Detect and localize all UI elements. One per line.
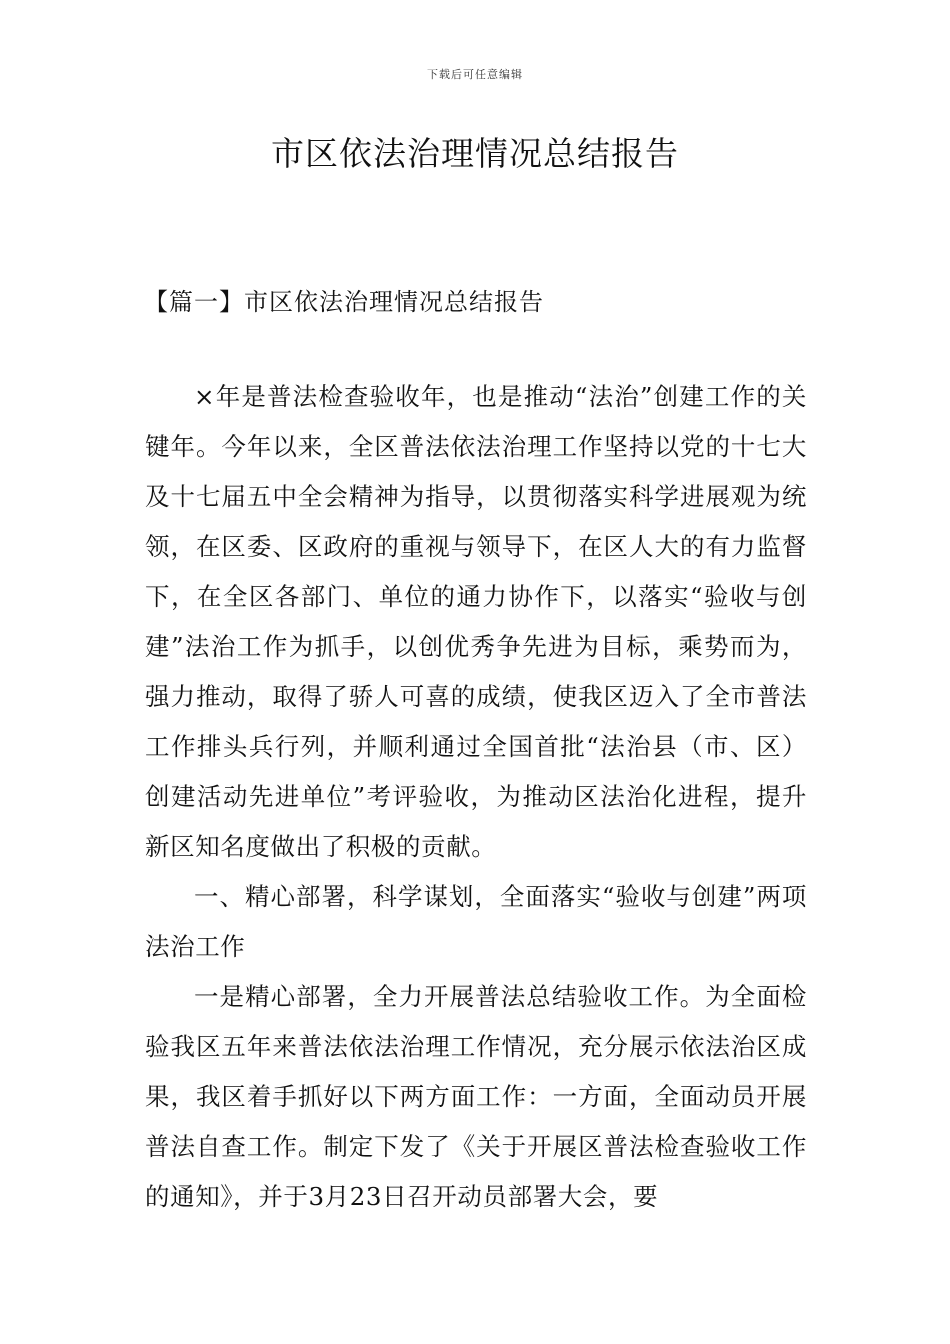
document-title: 市区依法治理情况总结报告 <box>271 134 679 173</box>
paragraph-point-one: 一是精心部署，全力开展普法总结验收工作。为全面检验我区五年来普法依法治理工作情况，充分展示依法治区成果，我区着手抓好以下两方面工作：一方面，全面动员开展普法自查工作。制定下发了《关于开展区普法检查验收工作的通知》，并于3月23日召开动员部署大会，要 <box>145 982 807 1211</box>
paragraph-intro: ×年是普法检查验收年，也是推动“法治”创建工作的关键年。今年以来，全区普法依法治理工作坚持以党的十七大及十七届五中全会精神为指导，以贯彻落实科学进展观为统领，在区委、区政府的重视与领导下，在区人大的有力监督下，在全区各部门、单位的通力协作下，以落实“验收与创建”法治工作为抓手，以创优秀争先进为目标，乘势而为，强力推动，取得了骄人可喜的成绩，使我区迈入了全市普法工作排头兵行列，并顺利通过全国首批“法治县（市、区）创建活动先进单位”考评验收，为推动区法治化进程，提升新区知名度做出了积极的贡献。 <box>145 382 807 861</box>
header-note: 下载后可任意编辑 <box>427 68 523 81</box>
section-heading: 【篇一】市区依法治理情况总结报告 <box>144 288 544 316</box>
paragraph-heading-one: 一、精心部署，科学谋划，全面落实“验收与创建”两项法治工作 <box>145 882 807 961</box>
document-body <box>145 372 807 1222</box>
